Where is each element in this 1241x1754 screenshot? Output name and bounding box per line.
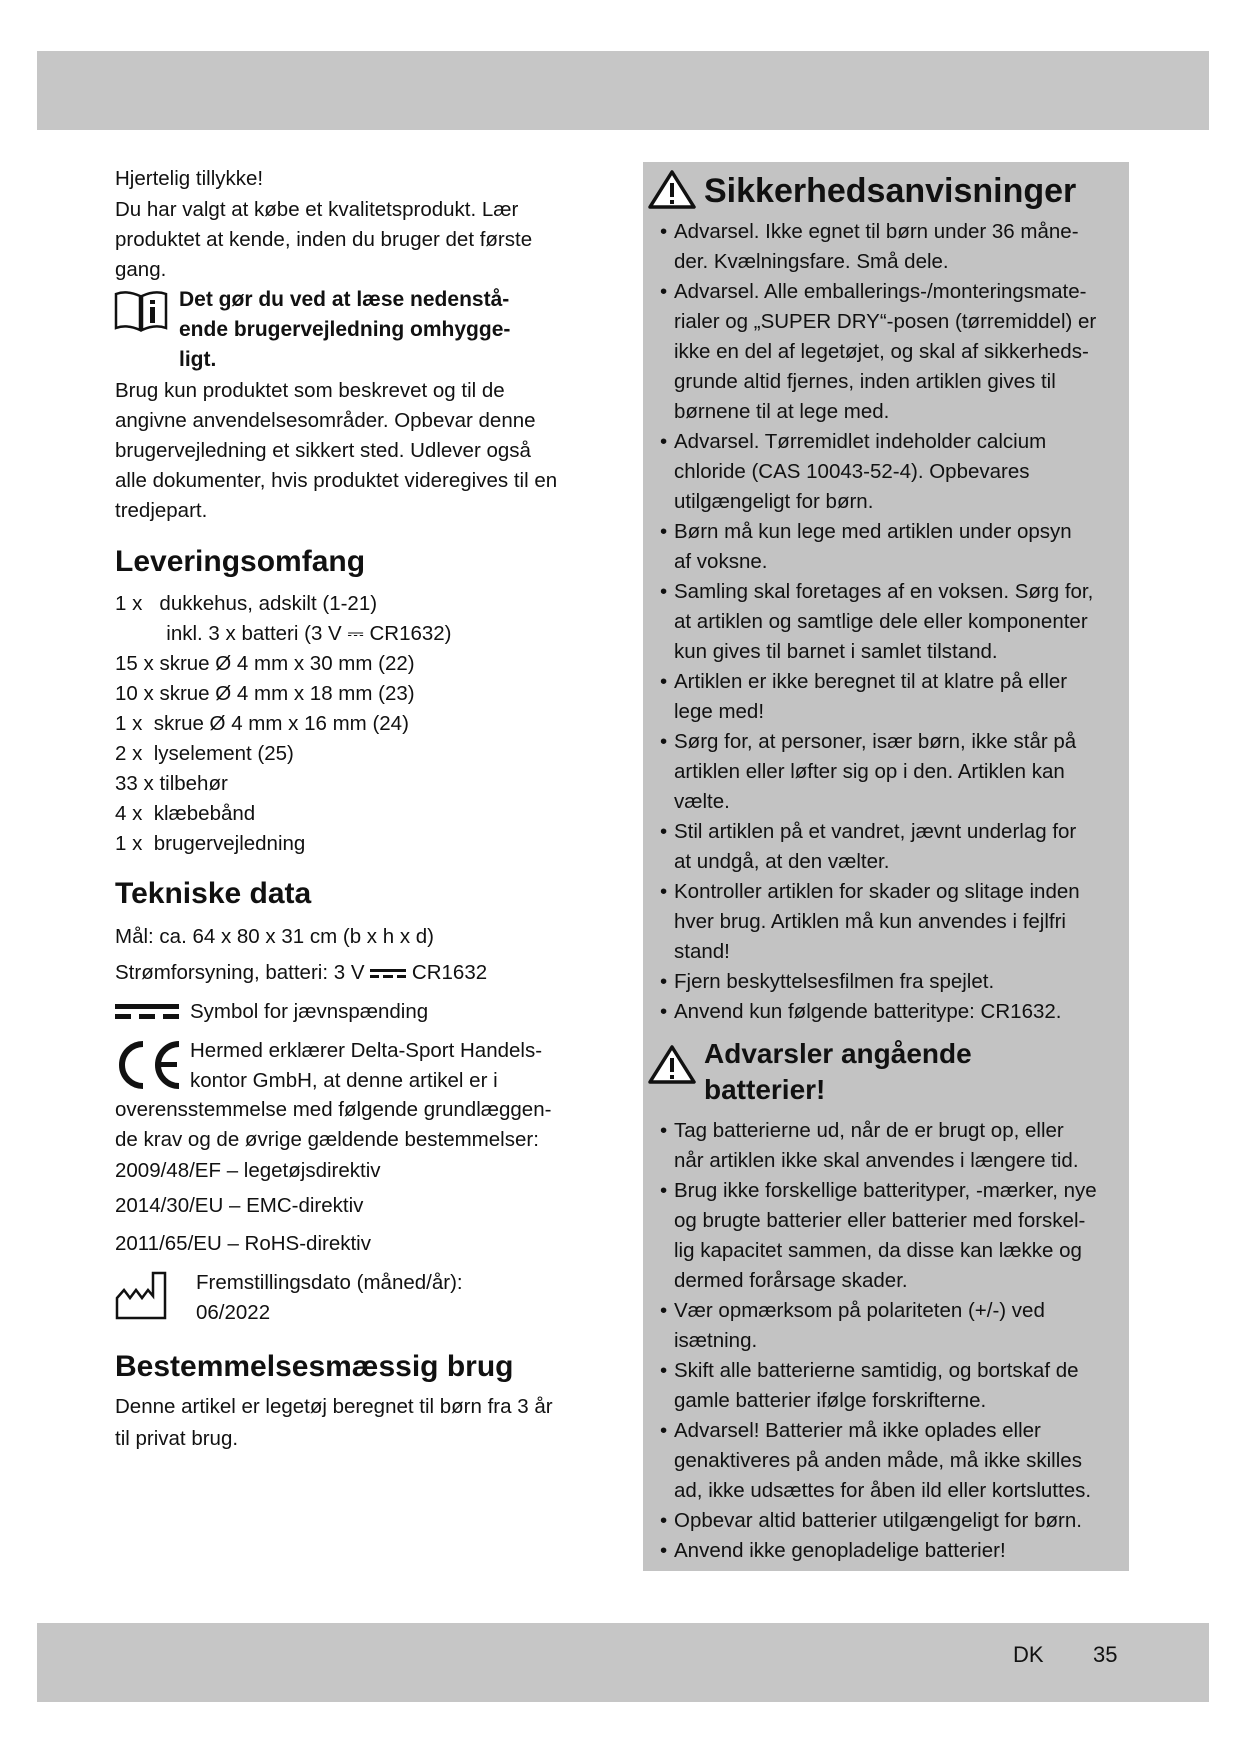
bullet-text: Børn må kun lege med artiklen under opsyn af voksne. [674,520,1072,573]
bullet-icon: • [660,1299,668,1322]
bullet-text: Advarsel. Alle emballerings-/monteringsmate- rialer og „SUPER DRY“-posen (tørremiddel) er ikke en del af legetøjet, og skal af sikkerheds- grunde altid fjernes, inden artiklen gives til børnene til at lege med. [674,280,1097,423]
greeting: Hjertelig tillykke! [115,167,264,190]
bullet-icon: • [660,970,668,993]
bullet-icon: • [660,1000,668,1023]
manufacture-label: Fremstillingsdato (måned/år): [196,1271,463,1294]
bullet-icon: • [660,1119,668,1142]
delivery-item: 10 x skrue Ø 4 mm x 18 mm (23) [115,682,415,705]
bullet-text: Skift alle batterierne samtidig, og bortskaf de gamle batterier ifølge forskrifterne. [674,1359,1079,1412]
power-label: Strømforsyning, batteri: 3 V [115,961,365,984]
power-supply [115,958,487,988]
delivery-item: 4 x klæbebånd [115,802,256,825]
warning-triangle-icon [648,1044,696,1084]
delivery-item: 1 x skrue Ø 4 mm x 16 mm (24) [115,712,409,735]
bullet-icon: • [660,1359,668,1382]
bullet-icon: • [660,1179,668,1202]
safety-heading: Sikkerhedsanvisninger [704,172,1077,210]
delivery-item: 15 x skrue Ø 4 mm x 30 mm (22) [115,652,415,675]
delivery-item: 2 x lyselement (25) [115,742,294,765]
delivery-item: 1 x dukkehus, adskilt (1-21) [115,592,378,615]
warning-triangle-icon [648,169,696,209]
bullet-text: Stil artiklen på et vandret, jævnt underlag for at undgå, at den vælter. [674,820,1077,873]
bullet-text: Advarsel. Tørremidlet indeholder calcium chloride (CAS 10043-52-4). Opbevares utilgængeligt for børn. [674,430,1047,513]
delivery-list [115,589,452,859]
bullet-text: Advarsel! Batterier må ikke oplades eller genaktiveres på anden måde, må ikke skilles ad, ikke udsættes for åben ild eller kortsluttes. [674,1419,1092,1502]
bullet-text: Opbevar altid batterier utilgængeligt for børn. [674,1509,1082,1532]
power-battery: CR1632 [411,961,488,984]
bullet-text: Anvend kun følgende batteritype: CR1632. [674,1000,1062,1023]
ce-declaration-cont: overensstemmelse med følgende grundlæggen- de krav og de øvrige gældende bestemmelser: [115,1098,552,1151]
bullet-text: Fjern beskyttelsesfilmen fra spejlet. [674,970,995,993]
bullet-text: Vær opmærksom på polariteten (+/-) ved isætning. [674,1299,1045,1352]
bullet-icon: • [660,580,668,603]
footer-language: DK [1013,1642,1044,1667]
factory-icon [115,1270,169,1320]
bullet-icon: • [660,880,668,903]
bullet-icon: • [660,280,668,303]
directive: 2009/48/EF – legetøjsdirektiv [115,1159,381,1182]
intended-use-text: Denne artikel er legetøj beregnet til børn fra 3 år til privat brug. [115,1395,553,1450]
info-book-icon [113,288,169,334]
bullet-icon: • [660,1419,668,1442]
ce-declaration: Hermed erklærer Delta-Sport Handels- kontor GmbH, at denne artikel er i [190,1039,543,1092]
bullet-icon: • [660,670,668,693]
dc-symbol-icon [370,968,406,980]
bullet-text: Brug ikke forskellige batterityper, -mærker, nye og brugte batterier eller batterier med forskel- lig kapacitet sammen, da disse kan lække og dermed forårsage skader. [674,1179,1097,1292]
dc-symbol-label: Symbol for jævnspænding [190,1000,429,1023]
bullet-icon: • [660,1539,668,1562]
delivery-item: 1 x brugervejledning [115,832,306,855]
directive: 2014/30/EU – EMC-direktiv [115,1194,364,1217]
bullet-text: Advarsel. Ikke egnet til børn under 36 måne- der. Kvælningsfare. Små dele. [674,220,1079,273]
bullet-text: Sørg for, at personer, især børn, ikke står på artiklen eller løfter sig op i den. Artiklen kan vælte. [674,730,1077,813]
info-note: Det gør du ved at læse nedenstå- ende brugervejledning omhygge- ligt. [179,288,511,371]
dc-symbol-icon [115,1002,179,1022]
usage-paragraph: Brug kun produktet som beskrevet og til de angivne anvendelsesområder. Opbevar denne brugervejledning et sikkert sted. Udlever også alle dokumenter, hvis produktet videregives til en tredjepart. [115,379,558,522]
bullet-text: Artiklen er ikke beregnet til at klatre på eller lege med! [674,670,1068,723]
delivery-heading: Leveringsomfang [115,545,366,578]
bullet-text: Anvend ikke genopladelige batterier! [674,1539,1006,1562]
bullet-icon: • [660,220,668,243]
intended-use-heading: Bestemmelsesmæssig brug [115,1350,514,1383]
delivery-item: inkl. 3 x batteri (3 V ⎓ CR1632) [115,622,452,645]
bullet-icon: • [660,1509,668,1532]
dimensions: Mål: ca. 64 x 80 x 31 cm (b x h x d) [115,925,435,948]
intro-paragraph: Du har valgt at købe et kvalitetsprodukt. Lær produktet at kende, inden du bruger det første gang. [115,198,533,281]
bullet-icon: • [660,730,668,753]
battery-warnings-heading: Advarsler angående batterier! [704,1038,972,1105]
bullet-icon: • [660,520,668,543]
bullet-icon: • [660,430,668,453]
bullet-text: Tag batterierne ud, når de er brugt op, eller når artiklen ikke skal anvendes i længere tid. [674,1119,1079,1172]
ce-mark-icon [115,1040,183,1090]
bullet-icon: • [660,820,668,843]
directive: 2011/65/EU – RoHS-direktiv [115,1232,371,1255]
page-number: 35 [1093,1642,1118,1667]
bullet-text: Samling skal foretages af en voksen. Sørg for, at artiklen og samtlige dele eller komponenter kun gives til barnet i samlet tilstand. [674,580,1094,663]
manufacture-date: 06/2022 [196,1301,271,1324]
header-band [37,51,1209,130]
delivery-item: 33 x tilbehør [115,772,228,795]
technical-heading: Tekniske data [115,877,312,910]
bullet-text: Kontroller artiklen for skader og slitage inden hver brug. Artiklen må kun anvendes i fejlfri stand! [674,880,1080,963]
